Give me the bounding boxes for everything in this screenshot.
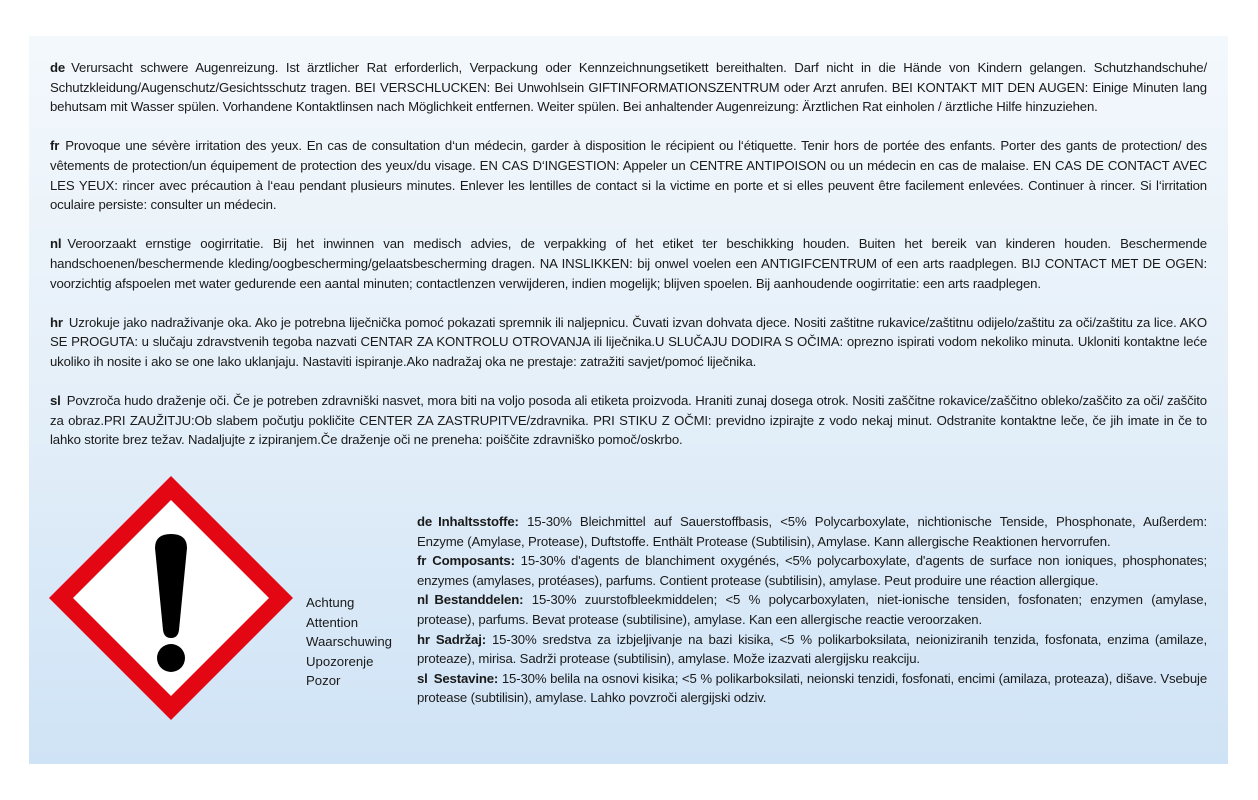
warning-paragraph-sl bbox=[50, 391, 1207, 450]
warning-text: Uzrokuje jako nadraživanje oka. Ako je potrebna liječnička pomoć pokazati spremnik ili naljepnicu. Čuvati izvan dohvata djece. Nositi zaštitne rukavice/zaštitnu odijelo/zaštitu za oči/zaštitu za lice. AKO SE PROGUTA: u slučaju zdravstvenih tegoba nazvati CENTAR ZA KONTROLU OTROVANJA ili liječnika.U SLUČAJU DODIRA S OČIMA: oprezno ispirati vodom nekoliko minuta. Ukloniti kontaktne leće ukoliko ih nosite i ako se one lako uklanjaju. Nastaviti ispiranje.Ako nadražaj oka ne prestaje: zatražiti savjet/pomoć liječnika. bbox=[50, 314, 1207, 369]
signal-word: Pozor bbox=[306, 673, 341, 689]
ingredient-entry-sl bbox=[417, 669, 1207, 708]
signal-word: Upozorenje bbox=[306, 653, 374, 669]
language-code: sl bbox=[50, 393, 61, 409]
warning-text: Provoque une sévère irritation des yeux. En cas de consultation d‘un médecin, garder à disposition le récipient ou l‘étiquette. Tenir hors de portée des enfants. Porter des gants de protection/ des vêtements de protection/un équipement de protection des yeux/du visage. EN CAS D‘INGESTION: Appeler un CENTRE ANTIPOISON ou un médecin en cas de malaise. EN CAS DE CONTACT AVEC LES YEUX: rincer avec précaution à l‘eau pendant plusieurs minutes. Enlever les lentilles de contact si la victime en porte et si elles peuvent être facilement enlevées. Continuer à rincer. Si l‘irritation oculaire persiste: consulter un médecin. bbox=[50, 138, 1207, 213]
language-code: de bbox=[417, 514, 433, 529]
ingredient-label: Sadržaj: bbox=[435, 631, 486, 647]
language-code: nl bbox=[50, 236, 62, 252]
language-code: sl bbox=[417, 670, 428, 686]
signal-words bbox=[306, 593, 392, 691]
ingredient-text: 15-30% belila na osnovi kisika; <5 % polikarboksilati, neionski tenzidi, fosfonati, encimi (amilaza, proteaza), dišave. Vsebuje protease (subtilisin), amylase. Lahko povzroči alergijski odziv. bbox=[417, 670, 1208, 706]
signal-word: Attention bbox=[306, 614, 359, 630]
ingredient-label: Bestanddelen: bbox=[434, 592, 524, 608]
language-code: fr bbox=[417, 553, 427, 569]
language-code: fr bbox=[50, 138, 60, 154]
language-code: de bbox=[50, 60, 66, 75]
signal-word: Achtung bbox=[306, 595, 355, 610]
language-code: nl bbox=[417, 592, 429, 608]
warning-paragraph-hr bbox=[50, 313, 1207, 372]
language-code: hr bbox=[50, 314, 63, 330]
language-code: hr bbox=[417, 631, 430, 647]
warning-text: Veroorzaakt ernstige oogirritatie. Bij het inwinnen van medisch advies, de verpakking of het etiket ter beschikking houden. Buiten het bereik van kinderen houden. Beschermende handschoenen/beschermende kleding/oogbescherming/gelaatsbescherming dragen. NA INSLIKKEN: bij onwel voelen een ANTIGIFCENTRUM of een arts raadplegen. BIJ CONTACT MET DE OGEN: voorzichtig afspoelen met water gedurende een aantal minuten; contactlenzen verwijderen, indien mogelijk; blijven spoelen. Bij aanhoudende oogirritatie: een arts raadplegen. bbox=[50, 236, 1207, 291]
warning-paragraph-fr bbox=[50, 136, 1207, 214]
ingredient-entry-de bbox=[417, 512, 1207, 551]
signal-word: Waarschuwing bbox=[306, 634, 392, 650]
ingredient-label: Sestavine: bbox=[433, 670, 499, 686]
ingredient-entry-hr bbox=[417, 630, 1207, 669]
ingredient-text: 15-30% Bleichmittel auf Sauerstoffbasis, <5% Polycarboxylate, nichtionische Tenside, Phosphonate, Außerdem: Enzyme (Amylase, Protease), Duftstoffe. Enthält Protease (Subtilisin), Amylase. Kann allergische Reaktionen hervorrufen. bbox=[417, 514, 1207, 549]
hazard-statements bbox=[50, 58, 1207, 469]
warning-paragraph-nl bbox=[50, 234, 1207, 293]
warning-text: Povzroča hudo draženje oči. Če je potreben zdravniški nasvet, mora biti na voljo posoda ali etiketa proizvoda. Hraniti zunaj dosega otrok. Nositi zaščitne rokavice/zaščitno obleko/zaščito za oči/ zaščito za obraz.PRI ZAUŽITJU:Ob slabem počutju pokličite CENTER ZA ZASTRUPITVE/zdravnika. PRI STIKU Z OČMI: previdno izpirajte z vodo nekaj minut. Odstranite kontaktne leče, če jih imate in če to lahko storite brez težav. Nadaljujte z izpiranjem.Če draženje oči ne preneha: poiščite zdravniško pomoč/oskrbo. bbox=[50, 393, 1207, 448]
ingredient-text: 15-30% zuurstofbleekmiddelen; <5 % polycarboxylaten, niet-ionische tensiden, fosfonaten; enzymen (amylase, protease), parfums. Bevat protease (subtilisine), amylase. Kan een allergische reactie veroorzaken. bbox=[417, 592, 1208, 627]
label-panel bbox=[29, 36, 1228, 764]
ingredient-text: 15-30% d'agents de blanchiment oxygénés, <5% polycarboxylate, d'agents de surface non ioniques, phosphonates; enzymes (amylases, protéases), parfums. Contient protease (subtilisin), amylase. Peut produire une réaction allergique. bbox=[417, 553, 1207, 588]
ingredient-label: Inhaltsstoffe: bbox=[438, 514, 519, 529]
warning-paragraph-de bbox=[50, 58, 1207, 117]
ingredient-entry-nl bbox=[417, 590, 1207, 629]
ingredient-label: Composants: bbox=[432, 553, 515, 569]
warning-text: Verursacht schwere Augenreizung. Ist ärztlicher Rat erforderlich, Verpackung oder Kennzeichnungsetikett bereithalten. Darf nicht in die Hände von Kindern gelangen. Schutzhandschuhe/ Schutzkleidung/Augenschutz/Gesichtsschutz tragen. BEI VERSCHLUCKEN: Bei Unwohlsein GIFTINFORMATIONSZENTRUM oder Arzt anrufen. BEI KONTAKT MIT DEN AUGEN: Einige Minuten lang behutsam mit Wasser spülen. Vorhandene Kontaktlinsen nach Möglichkeit entfernen. Weiter spülen. Bei anhaltender Augenreizung: Ärztlichen Rat einholen / ärztliche Hilfe hinzuziehen. bbox=[50, 60, 1207, 115]
exclamation-mark-hazard-icon bbox=[43, 470, 299, 726]
ingredients-list bbox=[417, 512, 1207, 708]
ingredient-entry-fr bbox=[417, 551, 1207, 590]
ingredient-text: 15-30% sredstva za izbjeljivanje na bazi kisika, <5 % polikarboksilata, neioniziranih tenzida, fosfonata, enzima (amilaze, proteaze), mirisa. Sadrži protease (subtilisin), amylase. Može izazvati alergijsku reakciju. bbox=[417, 631, 1208, 667]
